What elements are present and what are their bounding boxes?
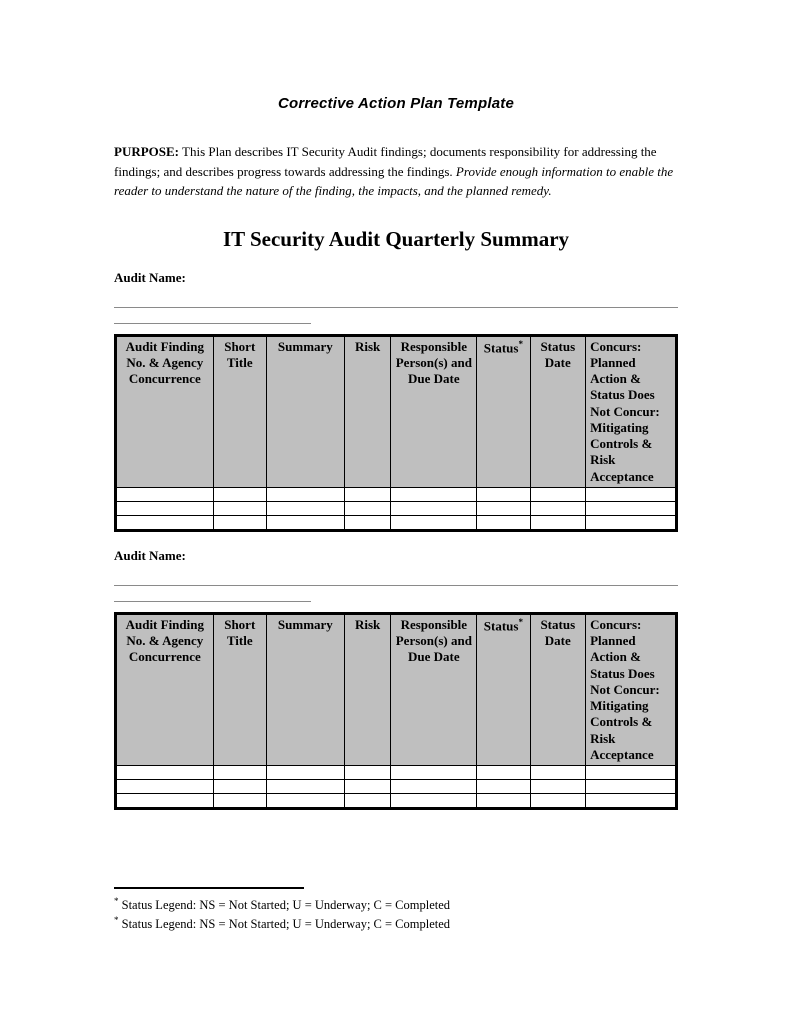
footnote-block xyxy=(114,887,678,934)
empty-cell xyxy=(266,794,344,809)
audit-section-1 xyxy=(114,270,678,532)
footnote-marker: * xyxy=(114,915,119,926)
audit-name-label: Audit Name: xyxy=(114,547,186,563)
empty-cell xyxy=(344,515,391,530)
empty-cell xyxy=(266,766,344,780)
empty-cell xyxy=(530,780,586,794)
table-row xyxy=(116,766,677,780)
header-cell-status-date: Status Date xyxy=(530,335,586,487)
section-heading: IT Security Audit Quarterly Summary xyxy=(222,226,570,251)
header-cell-risk: Risk xyxy=(344,335,391,487)
empty-cell xyxy=(266,515,344,530)
empty-cell xyxy=(266,501,344,515)
header-cell-summary: Summary xyxy=(266,613,344,765)
table-row xyxy=(116,515,677,530)
empty-cell xyxy=(391,515,477,530)
fill-in-line xyxy=(114,586,311,602)
header-cell-audit-finding: Audit Finding No. & Agency Concurrence xyxy=(116,335,214,487)
empty-cell xyxy=(477,766,530,780)
empty-cell xyxy=(116,780,214,794)
status-footnote-marker: * xyxy=(518,616,523,627)
empty-cell xyxy=(477,794,530,809)
table-row xyxy=(116,794,677,809)
empty-cell xyxy=(586,766,677,780)
header-cell-risk: Risk xyxy=(344,613,391,765)
empty-cell xyxy=(213,794,266,809)
header-cell-short-title: Short Title xyxy=(213,613,266,765)
purpose-italic-text: Provide enough information to enable the reader to understand the nature of the finding, the impacts, and the planned remedy. xyxy=(114,163,674,198)
table-header-row xyxy=(116,335,677,487)
purpose-label: PURPOSE: xyxy=(114,144,179,159)
empty-cell xyxy=(391,780,477,794)
empty-cell xyxy=(586,780,677,794)
empty-cell xyxy=(586,487,677,501)
audit-section-2 xyxy=(114,548,678,810)
empty-cell xyxy=(116,487,214,501)
empty-cell xyxy=(477,487,530,501)
audit-name-label: Audit Name: xyxy=(114,269,186,285)
empty-cell xyxy=(391,487,477,501)
empty-cell xyxy=(586,794,677,809)
header-cell-concurs: Concurs: Planned Action & Status Does Not Concur: Mitigating Controls & Risk Acceptance xyxy=(586,335,677,487)
empty-cell xyxy=(530,766,586,780)
page-title: Corrective Action Plan Template xyxy=(278,95,514,112)
empty-cell xyxy=(266,487,344,501)
empty-cell xyxy=(213,780,266,794)
header-cell-status-date: Status Date xyxy=(530,613,586,765)
empty-cell xyxy=(213,501,266,515)
findings-table xyxy=(114,334,678,532)
header-cell-concurs: Concurs: Planned Action & Status Does Not Concur: Mitigating Controls & Risk Acceptance xyxy=(586,613,677,765)
footnote-marker: * xyxy=(114,895,119,906)
empty-cell xyxy=(530,501,586,515)
header-cell-responsible: Responsible Person(s) and Due Date xyxy=(391,335,477,487)
empty-cell xyxy=(586,501,677,515)
table-row xyxy=(116,780,677,794)
empty-cell xyxy=(213,515,266,530)
empty-cell xyxy=(530,515,586,530)
header-cell-short-title: Short Title xyxy=(213,335,266,487)
footnote-divider xyxy=(114,887,304,889)
empty-cell xyxy=(530,794,586,809)
table-row xyxy=(116,487,677,501)
empty-cell xyxy=(391,766,477,780)
empty-cell xyxy=(391,501,477,515)
empty-cell xyxy=(477,780,530,794)
empty-cell xyxy=(116,766,214,780)
fill-in-line xyxy=(114,308,311,324)
fill-in-line xyxy=(114,570,678,586)
header-cell-audit-finding: Audit Finding No. & Agency Concurrence xyxy=(116,613,214,765)
empty-cell xyxy=(116,501,214,515)
empty-cell xyxy=(213,766,266,780)
empty-cell xyxy=(344,780,391,794)
table-header-row xyxy=(116,613,677,765)
empty-cell xyxy=(391,794,477,809)
fill-in-line xyxy=(114,292,678,308)
empty-cell xyxy=(213,487,266,501)
empty-cell xyxy=(344,794,391,809)
empty-cell xyxy=(266,780,344,794)
empty-cell xyxy=(530,487,586,501)
header-cell-responsible: Responsible Person(s) and Due Date xyxy=(391,613,477,765)
findings-table xyxy=(114,612,678,810)
header-cell-status: Status* xyxy=(477,335,530,487)
empty-cell xyxy=(344,487,391,501)
empty-cell xyxy=(344,766,391,780)
table-row xyxy=(116,501,677,515)
empty-cell xyxy=(586,515,677,530)
empty-cell xyxy=(116,515,214,530)
empty-cell xyxy=(477,501,530,515)
status-footnote-marker: * xyxy=(518,338,523,349)
purpose-text: This Plan describes IT Security Audit findings; documents responsibility for addressing the findings; and describes progress towards addressing the findings. xyxy=(114,144,657,179)
purpose-paragraph xyxy=(114,142,678,201)
empty-cell xyxy=(477,515,530,530)
header-cell-status: Status* xyxy=(477,613,530,765)
footnote: * Status Legend: NS = Not Started; U = Underway; C = Completed xyxy=(114,895,451,912)
header-cell-summary: Summary xyxy=(266,335,344,487)
empty-cell xyxy=(344,501,391,515)
footnote: * Status Legend: NS = Not Started; U = Underway; C = Completed xyxy=(114,915,451,932)
empty-cell xyxy=(116,794,214,809)
